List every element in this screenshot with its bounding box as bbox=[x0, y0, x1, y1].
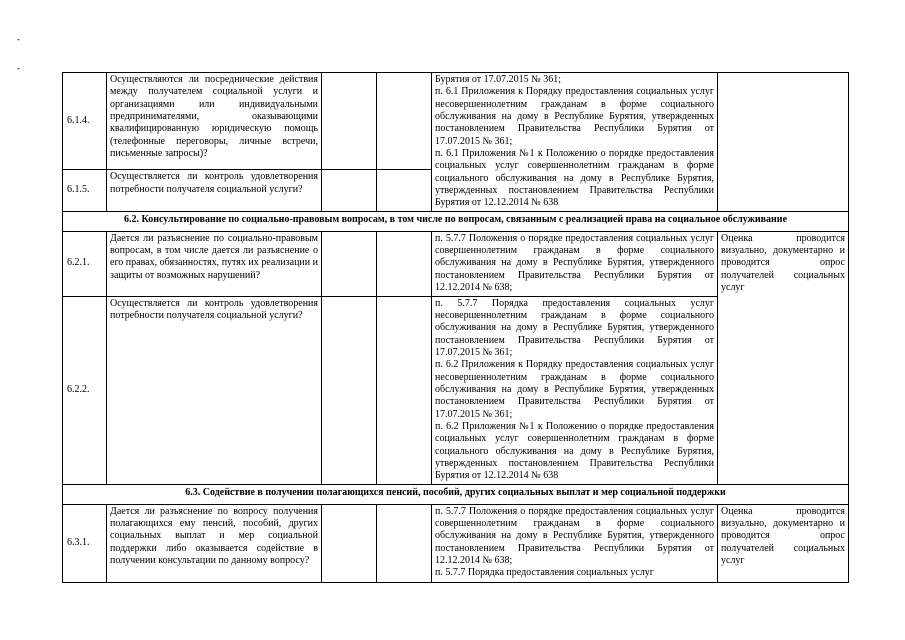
answer-cell-no bbox=[377, 170, 432, 211]
row-question: Осуществляется ли контроль удовлетворения потребности получателя социальной услуги? bbox=[107, 296, 322, 484]
basis-line: п. 5.7.7 Положения о порядке предоставления социальных услуг совершеннолетним гражданам в форме социального обслуживания на дому в Республике Бурятия, утвержденного постановлением Правительства Республики Бурятия от 12.12.2014 № 638; bbox=[435, 505, 714, 567]
row-question: Дается ли разъяснение по вопросу получения полагающихся ему пенсий, пособий, других социальных выплат и мер социальной поддержки либо оказывается содействие в получении консультации по данному вопросу? bbox=[107, 504, 322, 582]
basis-line: п. 6.2 Приложения к Порядку предоставления социальных услуг несовершеннолетним гражданам в форме социального обслуживания на дому в Республике Бурятия, утвержденных постановлением Правительства Республики Бурятия от 17.07.2015 № 361; bbox=[435, 359, 714, 420]
assessment-table bbox=[62, 72, 849, 583]
row-number: 6.3.1. bbox=[63, 504, 107, 582]
row-note bbox=[718, 73, 849, 212]
basis-line: п. 6.2 Приложения №1 к Положению о порядке предоставления социальных услуг совершеннолетним гражданам в форме социального обслуживания на дому в Республике Бурятия, утвержденных постановлением Правительства Республики Бурятия от 12.12.2014 № 638 bbox=[435, 420, 714, 482]
section-heading-6-3 bbox=[63, 484, 849, 504]
answer-cell-no bbox=[377, 504, 432, 582]
margin-mark-bottom: - bbox=[17, 63, 20, 73]
table-row-6-2-1 bbox=[63, 231, 849, 296]
answer-cell-yes bbox=[322, 73, 377, 170]
row-question: Осуществляется ли контроль удовлетворения потребности получателя социальной услуги? bbox=[107, 170, 322, 211]
answer-cell-yes bbox=[322, 504, 377, 582]
answer-cell-no bbox=[377, 296, 432, 484]
answer-cell-yes bbox=[322, 231, 377, 296]
row-note: Оценка проводится визуально, документарно и проводится опрос получателей социальных услуг bbox=[718, 504, 849, 582]
basis-line: п. 6.1 Приложения к Порядку предоставления социальных услуг несовершеннолетним гражданам в форме социального обслуживания на дому в Республике Бурятия, утвержденных постановлением Правительства Республики Бурятия от 17.07.2015 № 361; bbox=[435, 86, 714, 147]
row-basis bbox=[432, 504, 718, 582]
row-number: 6.1.4. bbox=[63, 73, 107, 170]
section-heading-6-2 bbox=[63, 211, 849, 231]
table-row-6-3-1 bbox=[63, 504, 849, 582]
answer-cell-yes bbox=[322, 170, 377, 211]
margin-mark-top: - bbox=[17, 34, 20, 44]
table-row-6-1-4 bbox=[63, 73, 849, 170]
row-question: Осуществляются ли посреднические действия между получателем социальной услуги и организациями или индивидуальными предпринимателями, оказывающими квалифицированную юридическую помощь (телефонные переговоры, личные встречи, письменные запросы)? bbox=[107, 73, 322, 170]
row-number: 6.1.5. bbox=[63, 170, 107, 211]
section-title: 6.2. Консультирование по социально-правовым вопросам, в том числе по вопросам, связанным с реализацией права на социальное обслуживание bbox=[63, 211, 849, 231]
row-number: 6.2.1. bbox=[63, 231, 107, 296]
row-question: Дается ли разъяснение по социально-правовым вопросам, в том числе дается ли разъяснение о его правах, обязанностях, путях их реализации и защиты от возможных нарушений? bbox=[107, 231, 322, 296]
row-note: Оценка проводится визуально, документарно и проводится опрос получателей социальных услуг bbox=[718, 231, 849, 484]
answer-cell-yes bbox=[322, 296, 377, 484]
row-basis bbox=[432, 296, 718, 484]
row-basis bbox=[432, 73, 718, 212]
row-basis: п. 5.7.7 Положения о порядке предоставления социальных услуг совершеннолетним гражданам в форме социального обслуживания на дому в Республике Бурятия, утвержденного постановлением Правительства Республики Бурятия от 12.12.2014 № 638; bbox=[432, 231, 718, 296]
basis-line: п. 6.1 Приложения №1 к Положению о порядке предоставления социальных услуг совершеннолетним гражданам в форме социального обслуживания на дому в Республике Бурятия, утвержденных постановлением Правительства Республики Бурятия от 12.12.2014 № 638 bbox=[435, 148, 714, 209]
section-title: 6.3. Содействие в получении полагающихся пенсий, пособий, других социальных выплат и мер социальной поддержки bbox=[63, 484, 849, 504]
answer-cell-no bbox=[377, 231, 432, 296]
basis-line: п. 5.7.7 Порядка предоставления социальных услуг несовершеннолетним гражданам в форме социального обслуживания на дому в Республике Бурятия, утвержденного постановлением Правительства Республики Бурятия от 17.07.2015 № 361; bbox=[435, 297, 714, 358]
basis-line: Бурятия от 17.07.2015 № 361; bbox=[435, 74, 561, 85]
basis-line: п. 5.7.7 Порядка предоставления социальных услуг bbox=[435, 567, 654, 579]
row-number: 6.2.2. bbox=[63, 296, 107, 484]
answer-cell-no bbox=[377, 73, 432, 170]
